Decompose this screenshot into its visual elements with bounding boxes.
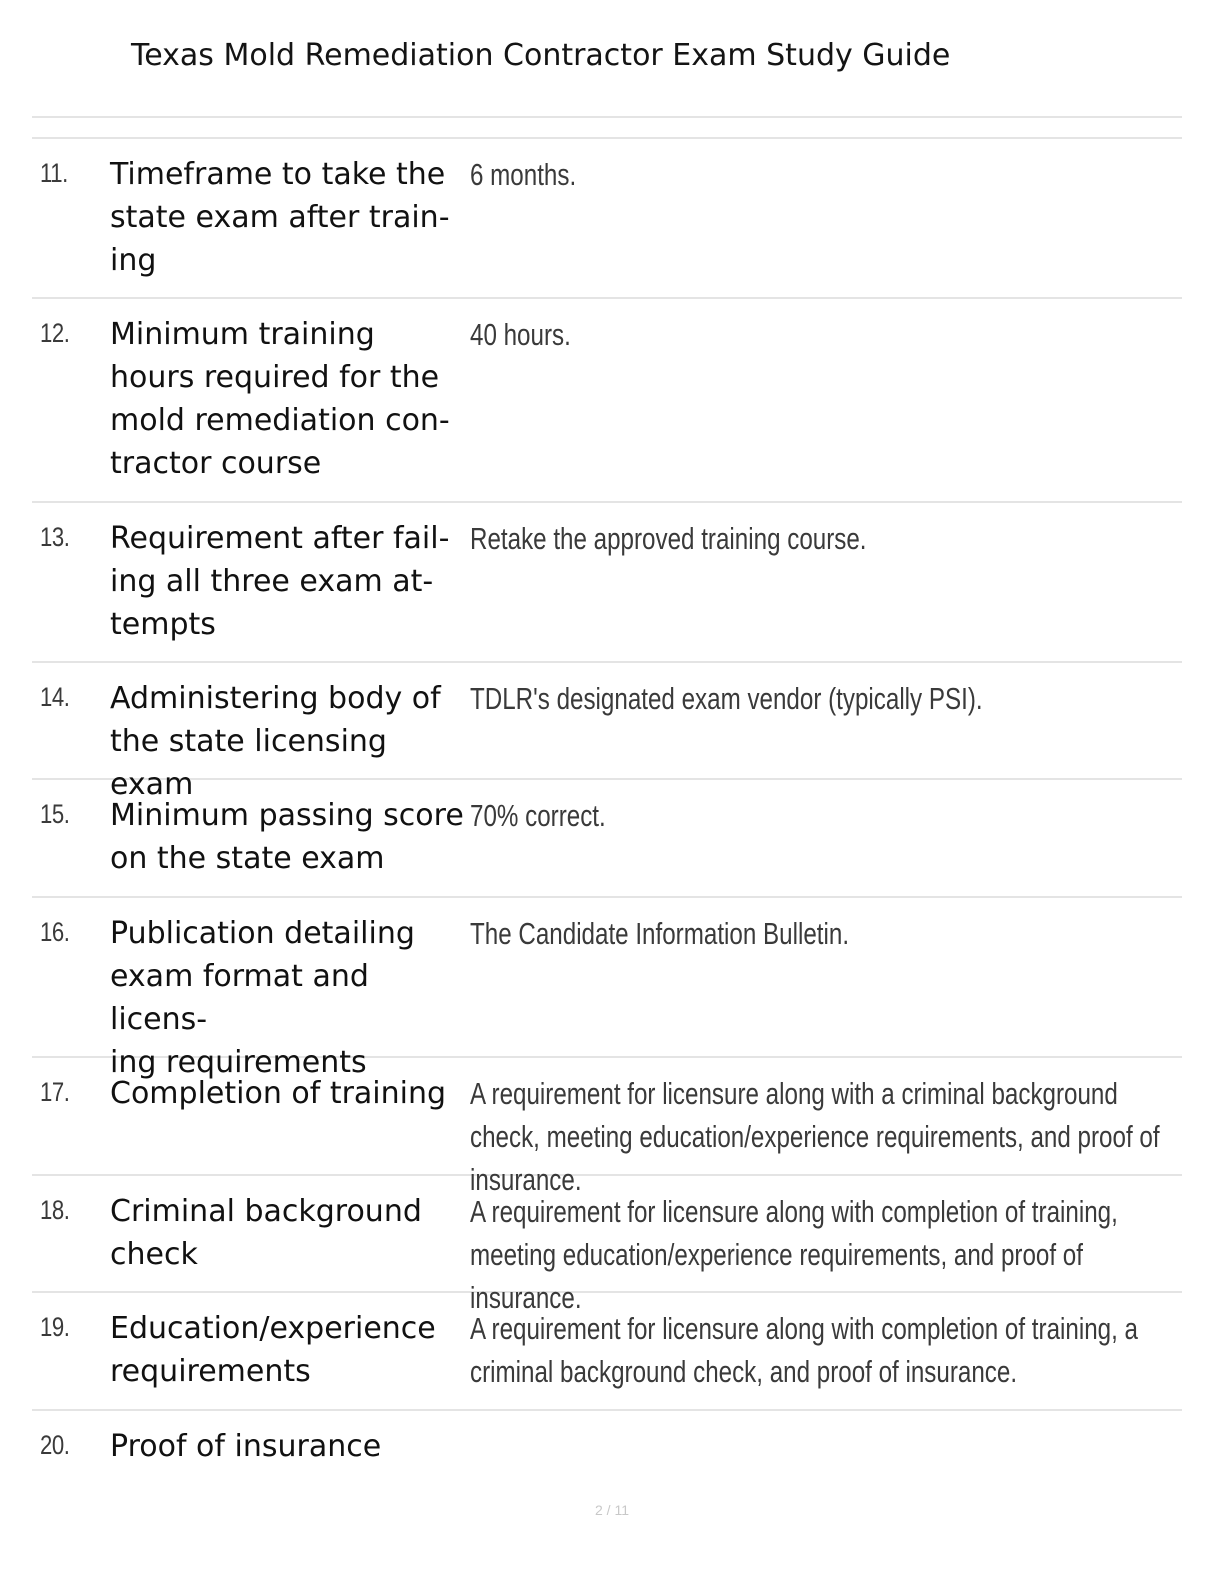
row-definition: A requirement for licensure along with completion of training, a criminal background check, and proof of insurance.	[470, 1311, 1138, 1389]
row-definition: TDLR's designated exam vendor (typically PSI).	[470, 681, 983, 716]
row-number: 17.	[40, 1077, 70, 1107]
row-number: 20.	[40, 1430, 70, 1460]
row-definition: 40 hours.	[470, 317, 571, 352]
row-number: 11.	[40, 158, 68, 188]
row-term: Criminal background check	[110, 1194, 422, 1272]
table-row	[32, 503, 1182, 663]
page-title: Texas Mold Remediation Contractor Exam Study Guide	[131, 38, 951, 73]
table-row	[32, 1411, 1182, 1481]
row-term: Requirement after fail- ing all three exam at- tempts	[110, 521, 450, 642]
table-row	[32, 1293, 1182, 1411]
row-term: Minimum passing score on the state exam	[110, 798, 464, 876]
row-definition: 6 months.	[470, 157, 577, 192]
table-row	[32, 898, 1182, 1080]
table-row	[32, 139, 1182, 299]
row-term: Education/experience requirements	[110, 1311, 436, 1389]
row-definition: A requirement for licensure along with completion of training, meeting education/experience requirements, and proof of insurance.	[470, 1194, 1118, 1315]
table-row	[32, 780, 1182, 898]
table-row	[32, 1058, 1182, 1197]
row-term: Timeframe to take the state exam after train- ing	[110, 157, 450, 278]
row-term: Proof of insurance	[110, 1429, 382, 1464]
row-number: 14.	[40, 682, 70, 712]
header-divider	[32, 116, 1182, 118]
row-number: 12.	[40, 318, 70, 348]
row-term: Administering body of the state licensing exam	[110, 681, 441, 802]
row-term: Completion of training	[110, 1076, 447, 1111]
table-row	[32, 299, 1182, 503]
page-number: 2 / 11	[595, 1502, 629, 1518]
row-definition: Retake the approved training course.	[470, 521, 867, 556]
row-term: Minimum training hours required for the mold remediation con- tractor course	[110, 317, 450, 481]
flashcard-table	[32, 139, 1182, 1481]
table-row	[32, 663, 1182, 802]
row-number: 15.	[40, 799, 70, 829]
table-row	[32, 1176, 1182, 1315]
row-number: 19.	[40, 1312, 70, 1342]
row-definition: A requirement for licensure along with a criminal background check, meeting education/experience requirements, and proof of insurance.	[470, 1076, 1160, 1197]
row-term: Publication detailing exam format and licens- ing requirements	[110, 916, 415, 1080]
row-number: 18.	[40, 1195, 70, 1225]
row-number: 16.	[40, 917, 70, 947]
row-number: 13.	[40, 522, 70, 552]
row-definition: The Candidate Information Bulletin.	[470, 916, 850, 951]
row-definition: 70% correct.	[470, 798, 606, 833]
